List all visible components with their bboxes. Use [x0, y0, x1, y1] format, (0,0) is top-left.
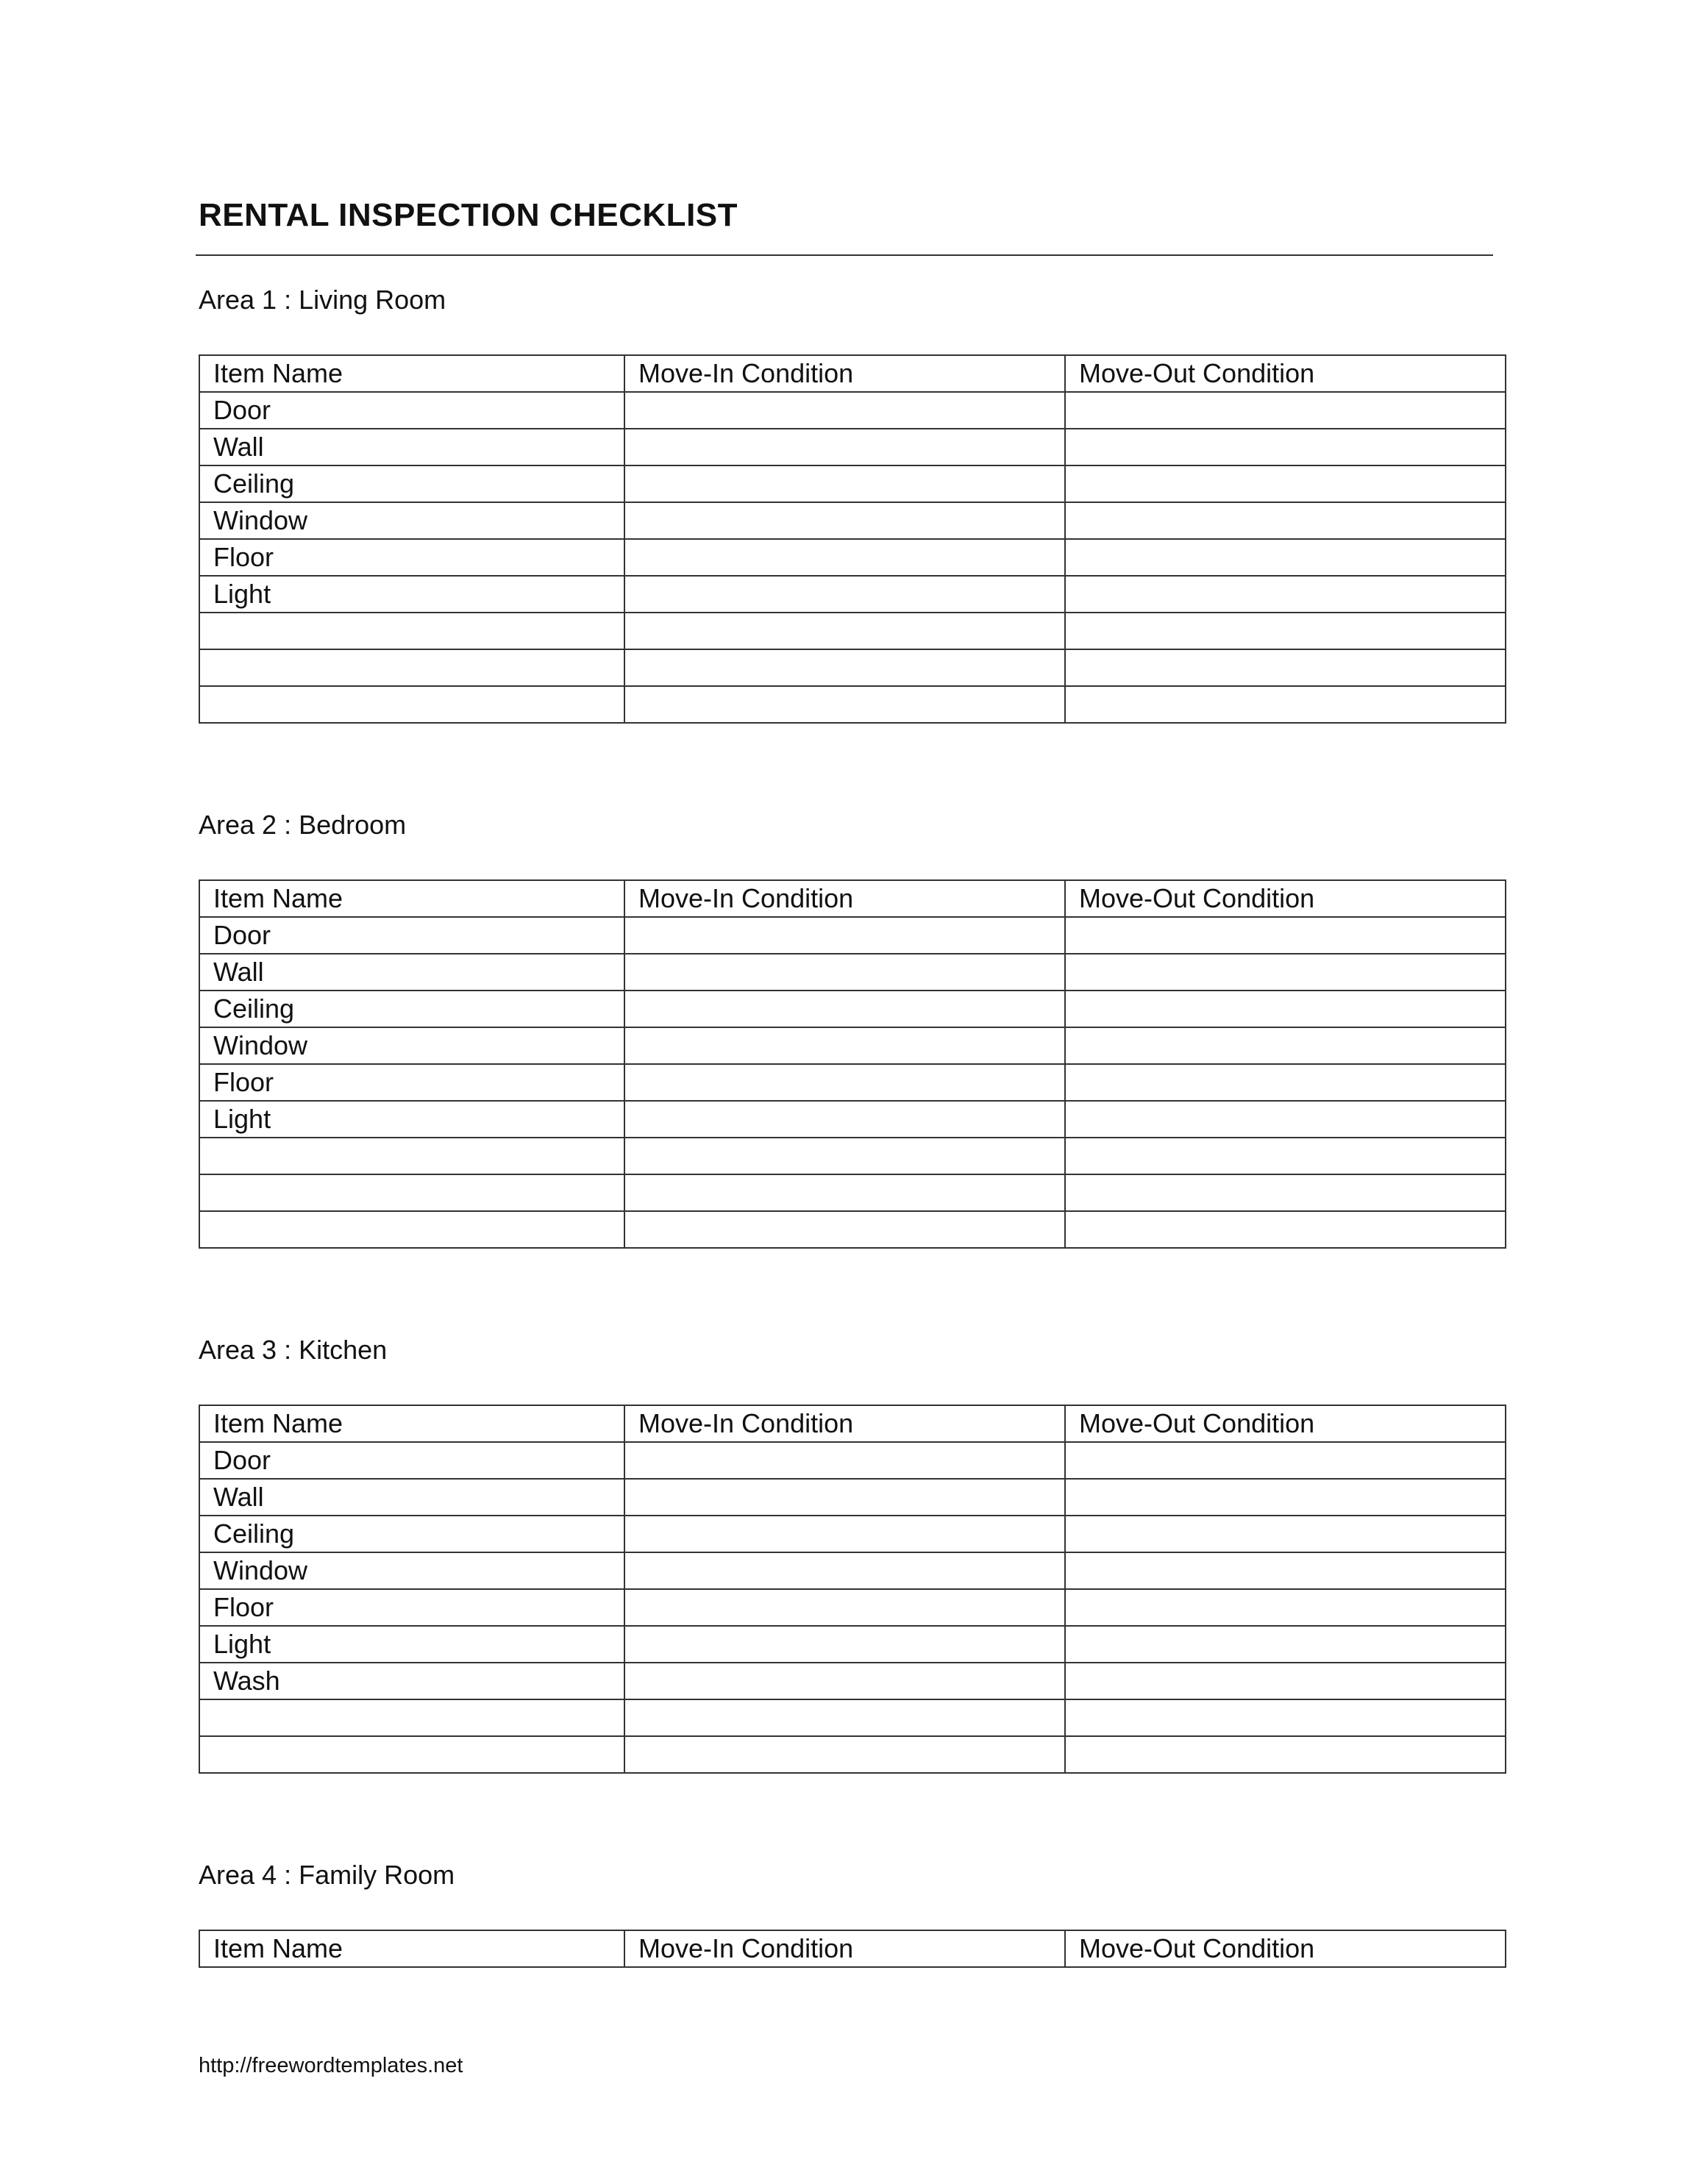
item-name-cell: Ceiling: [199, 465, 624, 502]
table-header-row: [199, 1930, 1506, 1967]
move-out-cell[interactable]: [1065, 686, 1506, 723]
table-header-row: [199, 880, 1506, 917]
move-out-cell[interactable]: [1065, 991, 1506, 1027]
table-row: [199, 991, 1506, 1027]
footer-url[interactable]: http://freewordtemplates.net: [199, 2054, 463, 2077]
table-row: [199, 613, 1506, 649]
item-name-cell: Door: [199, 392, 624, 429]
move-out-cell[interactable]: [1065, 539, 1506, 576]
item-name-header: Item Name: [199, 1405, 624, 1442]
item-name-cell[interactable]: [199, 1211, 624, 1248]
item-name-cell: Window: [199, 502, 624, 539]
table-row: [199, 429, 1506, 465]
move-in-cell[interactable]: [624, 1174, 1065, 1211]
item-name-cell[interactable]: [199, 613, 624, 649]
move-out-cell[interactable]: [1065, 1589, 1506, 1626]
table-row: [199, 1626, 1506, 1663]
table-row: [199, 1211, 1506, 1248]
item-name-cell[interactable]: [199, 649, 624, 686]
area-heading: Area 2 : Bedroom: [199, 810, 407, 840]
table-row: [199, 1479, 1506, 1516]
item-name-cell: Floor: [199, 539, 624, 576]
item-name-cell[interactable]: [199, 1174, 624, 1211]
move-out-cell[interactable]: [1065, 465, 1506, 502]
item-name-cell[interactable]: [199, 1138, 624, 1174]
table-header-row: [199, 355, 1506, 392]
move-in-cell[interactable]: [624, 1736, 1065, 1773]
table-row: [199, 1589, 1506, 1626]
move-in-cell[interactable]: [624, 1663, 1065, 1699]
move-out-condition-header: Move-Out Condition: [1065, 1930, 1506, 1967]
move-out-cell[interactable]: [1065, 917, 1506, 954]
move-in-cell[interactable]: [624, 1064, 1065, 1101]
area-heading: Area 3 : Kitchen: [199, 1335, 388, 1365]
move-out-cell[interactable]: [1065, 429, 1506, 465]
move-in-cell[interactable]: [624, 1699, 1065, 1736]
item-name-header: Item Name: [199, 1930, 624, 1967]
table-row: [199, 1516, 1506, 1552]
move-in-cell[interactable]: [624, 649, 1065, 686]
table-row: [199, 539, 1506, 576]
move-in-cell[interactable]: [624, 1589, 1065, 1626]
item-name-cell: Wash: [199, 1663, 624, 1699]
move-out-condition-header: Move-Out Condition: [1065, 880, 1506, 917]
move-out-cell[interactable]: [1065, 1516, 1506, 1552]
item-name-header: Item Name: [199, 355, 624, 392]
table-header-row: [199, 1405, 1506, 1442]
table-row: [199, 465, 1506, 502]
area-table: [199, 1405, 1506, 1774]
area-table: [199, 879, 1506, 1249]
table-row: [199, 649, 1506, 686]
item-name-cell[interactable]: [199, 1736, 624, 1773]
table-row: [199, 1552, 1506, 1589]
move-in-cell[interactable]: [624, 1479, 1065, 1516]
move-out-cell[interactable]: [1065, 613, 1506, 649]
title-divider: [196, 254, 1493, 256]
table-row: [199, 392, 1506, 429]
move-out-cell[interactable]: [1065, 392, 1506, 429]
move-out-cell[interactable]: [1065, 1027, 1506, 1064]
move-out-condition-header: Move-Out Condition: [1065, 1405, 1506, 1442]
table-row: [199, 1174, 1506, 1211]
move-in-condition-header: Move-In Condition: [624, 1930, 1065, 1967]
move-out-cell[interactable]: [1065, 1626, 1506, 1663]
move-out-cell[interactable]: [1065, 1479, 1506, 1516]
move-in-cell[interactable]: [624, 1138, 1065, 1174]
move-in-cell[interactable]: [624, 539, 1065, 576]
move-out-cell[interactable]: [1065, 1552, 1506, 1589]
move-in-cell[interactable]: [624, 613, 1065, 649]
move-in-cell[interactable]: [624, 1626, 1065, 1663]
move-out-cell[interactable]: [1065, 1699, 1506, 1736]
move-in-cell[interactable]: [624, 465, 1065, 502]
move-in-cell[interactable]: [624, 1211, 1065, 1248]
area-table: [199, 1930, 1506, 1968]
move-out-cell[interactable]: [1065, 1138, 1506, 1174]
move-in-cell[interactable]: [624, 1516, 1065, 1552]
item-name-cell: Wall: [199, 429, 624, 465]
move-in-cell[interactable]: [624, 686, 1065, 723]
area-heading: Area 1 : Living Room: [199, 285, 446, 315]
table-row: [199, 1138, 1506, 1174]
item-name-cell: Window: [199, 1552, 624, 1589]
item-name-cell: Light: [199, 576, 624, 613]
move-out-cell[interactable]: [1065, 1101, 1506, 1138]
move-out-cell[interactable]: [1065, 1211, 1506, 1248]
move-in-condition-header: Move-In Condition: [624, 355, 1065, 392]
move-in-cell[interactable]: [624, 1552, 1065, 1589]
table-row: [199, 502, 1506, 539]
move-in-condition-header: Move-In Condition: [624, 880, 1065, 917]
move-out-cell[interactable]: [1065, 502, 1506, 539]
area-table: [199, 354, 1506, 724]
item-name-cell: Window: [199, 1027, 624, 1064]
page-title: RENTAL INSPECTION CHECKLIST: [199, 197, 738, 233]
item-name-cell: Floor: [199, 1064, 624, 1101]
table-row: [199, 576, 1506, 613]
move-in-cell[interactable]: [624, 576, 1065, 613]
move-in-cell[interactable]: [624, 392, 1065, 429]
item-name-cell: Wall: [199, 1479, 624, 1516]
item-name-cell: Light: [199, 1626, 624, 1663]
move-in-cell[interactable]: [624, 991, 1065, 1027]
item-name-cell: Door: [199, 917, 624, 954]
move-in-cell[interactable]: [624, 1027, 1065, 1064]
move-in-cell[interactable]: [624, 1442, 1065, 1479]
table-row: [199, 1663, 1506, 1699]
table-row: [199, 917, 1506, 954]
item-name-header: Item Name: [199, 880, 624, 917]
item-name-cell[interactable]: [199, 686, 624, 723]
item-name-cell: Light: [199, 1101, 624, 1138]
item-name-cell: Wall: [199, 954, 624, 991]
move-out-condition-header: Move-Out Condition: [1065, 355, 1506, 392]
move-out-cell[interactable]: [1065, 1442, 1506, 1479]
move-in-cell[interactable]: [624, 917, 1065, 954]
table-row: [199, 686, 1506, 723]
area-heading: Area 4 : Family Room: [199, 1860, 455, 1890]
item-name-cell: Floor: [199, 1589, 624, 1626]
item-name-cell: Door: [199, 1442, 624, 1479]
move-out-cell[interactable]: [1065, 1064, 1506, 1101]
table-row: [199, 1101, 1506, 1138]
move-in-cell[interactable]: [624, 954, 1065, 991]
table-row: [199, 1064, 1506, 1101]
table-row: [199, 1699, 1506, 1736]
move-out-cell[interactable]: [1065, 1174, 1506, 1211]
move-in-condition-header: Move-In Condition: [624, 1405, 1065, 1442]
table-row: [199, 1736, 1506, 1773]
table-row: [199, 1027, 1506, 1064]
move-in-cell[interactable]: [624, 1101, 1065, 1138]
move-out-cell[interactable]: [1065, 1736, 1506, 1773]
move-in-cell[interactable]: [624, 502, 1065, 539]
item-name-cell[interactable]: [199, 1699, 624, 1736]
move-out-cell[interactable]: [1065, 954, 1506, 991]
move-out-cell[interactable]: [1065, 1663, 1506, 1699]
move-out-cell[interactable]: [1065, 576, 1506, 613]
item-name-cell: Ceiling: [199, 1516, 624, 1552]
table-row: [199, 954, 1506, 991]
move-in-cell[interactable]: [624, 429, 1065, 465]
item-name-cell: Ceiling: [199, 991, 624, 1027]
table-row: [199, 1442, 1506, 1479]
move-out-cell[interactable]: [1065, 649, 1506, 686]
